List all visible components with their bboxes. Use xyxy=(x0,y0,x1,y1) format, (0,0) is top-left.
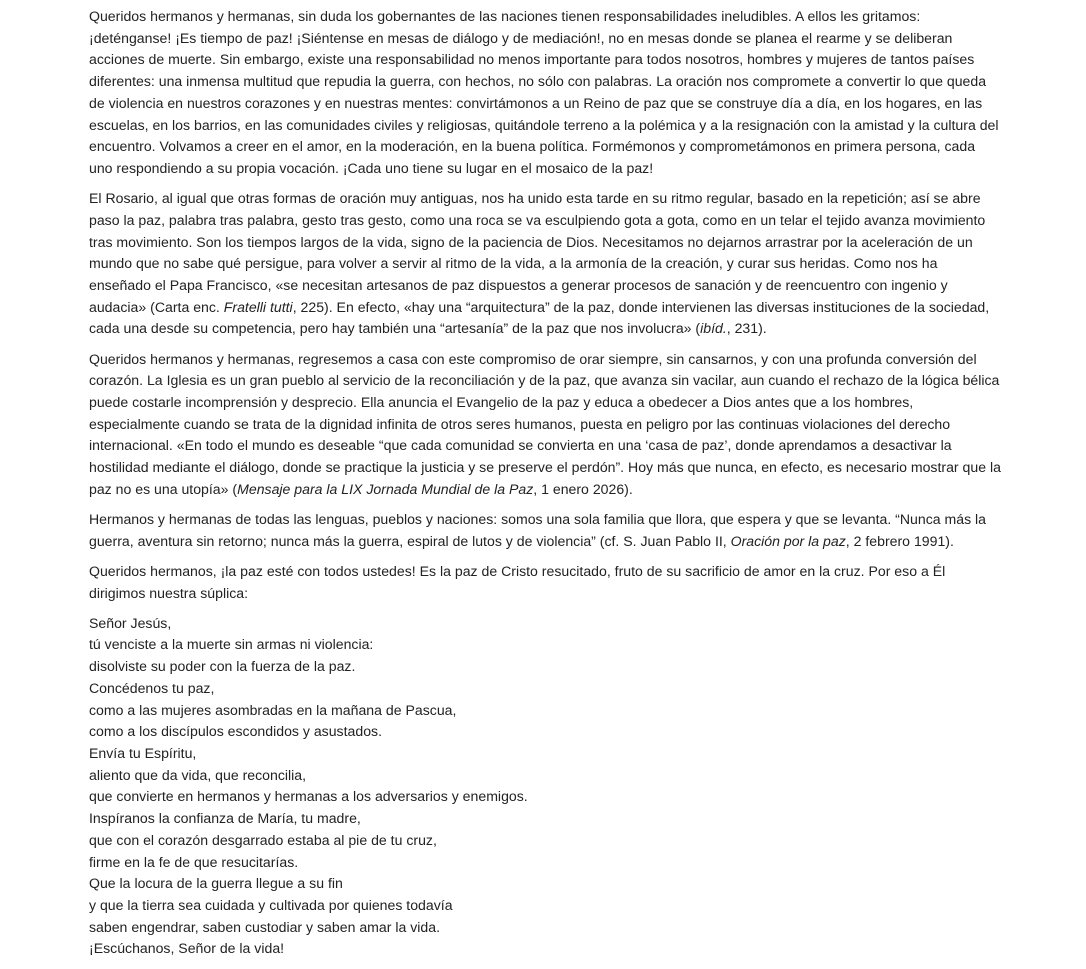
prayer-line: firme en la fe de que resucitarías. xyxy=(89,853,299,870)
paragraph xyxy=(89,6,1001,180)
prayer-line: Que la locura de la guerra llegue a su fin xyxy=(89,875,343,892)
paragraph-text: , 1 enero 2026). xyxy=(533,480,633,497)
italic-citation: Fratelli tutti xyxy=(223,298,293,315)
paragraph-list xyxy=(89,6,1001,604)
paragraph-text: Queridos hermanos y hermanas, regresemos a casa con este compromiso de orar siempre, sin cansarnos, y con una profunda conversión del corazón. La Iglesia es un gran pueblo al servicio de la reconciliación y de la paz, que avanza sin vacilar, aun cuando el rechazo de la lógica bélica puede costarle incomprensión y desprecio. Ella anuncia el Evangelio de la paz y educa a obedecer a Dios antes que a los hombres, especialmente cuando se trata de la dignidad infinita de otros seres humanos, puesta en peligro por las continuas violaciones del derecho internacional. «En todo el mundo es deseable “que cada comunidad se convierta en una ‘casa de paz’, donde aprendamos a desactivar la hostilidad mediante el diálogo, donde se practique la justicia y se preserve el perdón”. Hoy más que nunca, en efecto, es necesario mostrar que la paz no es una utopía» ( xyxy=(89,350,1001,497)
prayer-line: disolviste su poder con la fuerza de la paz. xyxy=(89,658,356,675)
paragraph xyxy=(89,188,1001,340)
prayer-line: Señor Jesús, xyxy=(89,614,172,631)
prayer-line: aliento que da vida, que reconcilia, xyxy=(89,766,307,783)
italic-citation: Oración por la paz xyxy=(730,532,846,549)
prayer-line: ¡Escúchanos, Señor de la vida! xyxy=(89,940,285,957)
italic-citation: ibíd. xyxy=(700,320,727,337)
paragraph xyxy=(89,561,1001,604)
prayer-line: que con el corazón desgarrado estaba al pie de tu cruz, xyxy=(89,831,437,848)
prayer-block xyxy=(89,613,1001,960)
paragraph xyxy=(89,349,1001,501)
paragraph-text: Queridos hermanos, ¡la paz esté con todos ustedes! Es la paz de Cristo resucitado, fruto de su sacrificio de amor en la cruz. Por eso a Él dirigimos nuestra súplica: xyxy=(89,562,946,601)
paragraph-text: , 2 febrero 1991). xyxy=(845,532,954,549)
paragraph xyxy=(89,509,1001,552)
prayer-line: Concédenos tu paz, xyxy=(89,679,215,696)
prayer-line: como a los discípulos escondidos y asustados. xyxy=(89,723,382,740)
prayer-line: como a las mujeres asombradas en la mañana de Pascua, xyxy=(89,701,457,718)
prayer-line: saben engendrar, saben custodiar y saben amar la vida. xyxy=(89,918,441,935)
paragraph-text: Hermanos y hermanas de todas las lenguas, pueblos y naciones: somos una sola familia que llora, que espera y que se levanta. “Nunca más la guerra, aventura sin retorno; nunca más la guerra, espiral de lutos y de violencia” (cf. S. Juan Pablo II, xyxy=(89,510,987,549)
prayer-line: que convierte en hermanos y hermanas a los adversarios y enemigos. xyxy=(89,788,528,805)
paragraph-text: , 231). xyxy=(726,320,767,337)
prayer-line: y que la tierra sea cuidada y cultivada por quienes todavía xyxy=(89,896,453,913)
italic-citation: Mensaje para la LIX Jornada Mundial de la Paz xyxy=(237,480,534,497)
paragraph-text: El Rosario, al igual que otras formas de oración muy antiguas, nos ha unido esta tarde en su ritmo regular, basado en la repetición; así se abre paso la paz, palabra tras palabra, gesto tras gesto, como una roca se va esculpiendo gota a gota, como en un telar el tejido avanza movimiento tras movimiento. Son los tiempos largos de la vida, signo de la paciencia de Dios. Necesitamos no dejarnos arrastrar por la aceleración de un mundo que no sabe qué persigue, para volver a servir al ritmo de la vida, a la armonía de la creación, y curar sus heridas. Como nos ha enseñado el Papa Francisco, «se necesitan artesanos de paz dispuestos a generar procesos de sanación y de reencuentro con ingenio y audacia» (Carta enc. xyxy=(89,190,986,315)
prayer-line: Envía tu Espíritu, xyxy=(89,745,197,761)
paragraph-text: Queridos hermanos y hermanas, sin duda los gobernantes de las naciones tienen responsabilidades ineludibles. A ellos les gritamos: ¡deténganse! ¡Es tiempo de paz! ¡Siéntense en mesas de diálogo y de mediación!, no en mesas donde se planea el rearme y se deliberan acciones de muerte. Sin embargo, existe una responsabilidad no menos importante para todos nosotros, hombres y mujeres de tantos países diferentes: una inmensa multitud que repudia la guerra, con hechos, no sólo con palabras. La oración nos compromete a convertir lo que queda de violencia en nuestros corazones y en nuestras mentes: convirtámonos a un Reino de paz que se construye día a día, en los hogares, en las escuelas, en los barrios, en las comunidades civiles y religiosas, quitándole terreno a la polémica y a la resignación con la amistad y la cultura del encuentro. Volvamos a creer en el amor, en la moderación, en la buena política. Formémonos y comprometámonos en primera persona, cada uno respondiendo a su propia vocación. ¡Cada uno tiene su lugar en el mosaico de la paz! xyxy=(89,8,999,176)
paragraph-text: , 225). En efecto, «hay una “arquitectura” de la paz, donde intervienen las diversas instituciones de la sociedad, cada una desde su competencia, pero hay también una “artesanía” de la paz que nos involucra» ( xyxy=(89,298,990,337)
article-body xyxy=(89,6,1001,960)
prayer-line: tú venciste a la muerte sin armas ni violencia: xyxy=(89,636,374,653)
prayer-line: Inspíranos la confianza de María, tu madre, xyxy=(89,810,361,827)
